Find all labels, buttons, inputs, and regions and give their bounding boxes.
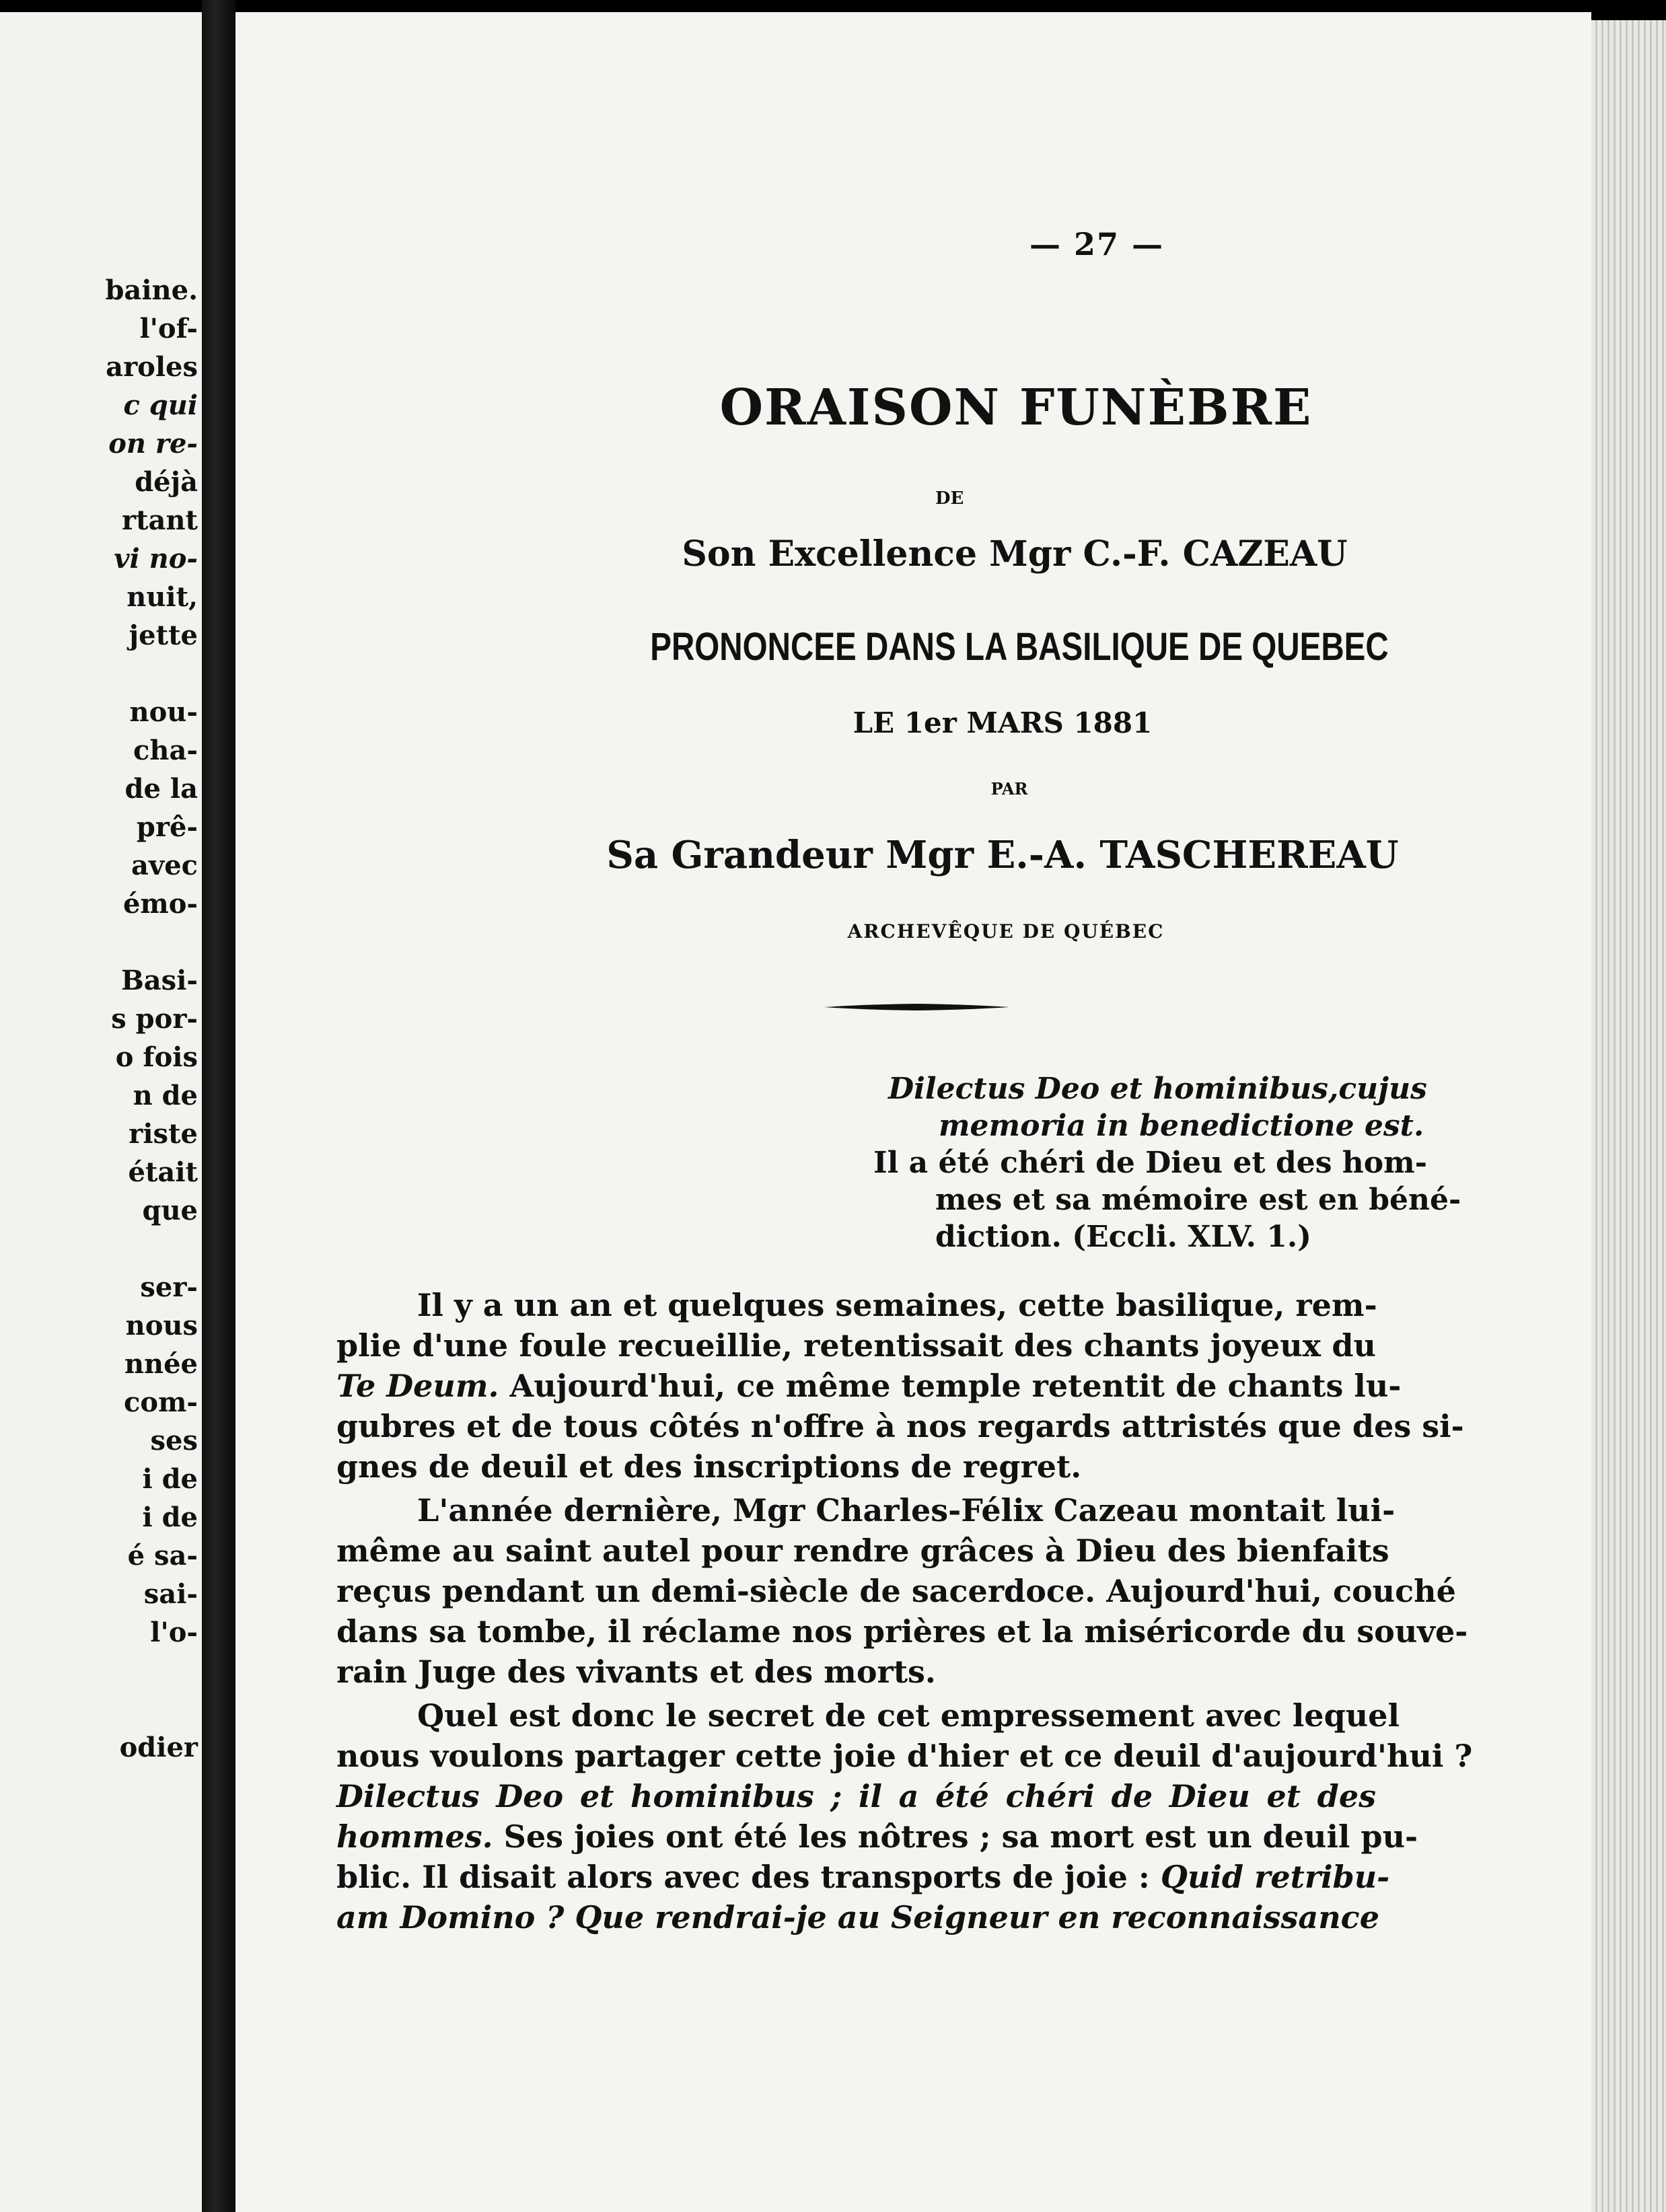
body-line: même au saint autel pour rendre grâces à Dieu des bienfaits: [336, 1533, 1389, 1569]
facing-page-line: l'of-: [139, 313, 198, 344]
body-line: Quel est donc le secret de cet empressement avec lequel: [417, 1697, 1400, 1734]
body-italic-span: Quid retribu-: [1160, 1859, 1390, 1895]
body-line: plie d'une foule recueillie, retentissait des chants joyeux du: [336, 1327, 1376, 1364]
par-label: PAR: [990, 779, 1028, 799]
page-stack-edge: [1591, 20, 1666, 2212]
facing-page-line: on re-: [108, 428, 198, 459]
body-line: L'année dernière, Mgr Charles-Félix Cazeau montait lui-: [417, 1492, 1396, 1528]
body-line: Il y a un an et quelques semaines, cette basilique, rem-: [417, 1287, 1377, 1323]
epigraph-french-2: mes et sa mémoire est en béné-: [935, 1183, 1461, 1217]
facing-page-line: com-: [124, 1387, 198, 1418]
facing-page-line: Basi-: [120, 965, 198, 996]
body-line: [336, 1859, 1390, 1895]
page-stack-shadow: [1591, 0, 1666, 20]
page-number: — 27 —: [1029, 226, 1165, 262]
facing-page-line: cha-: [133, 735, 198, 766]
facing-page-line: c qui: [123, 390, 198, 421]
facing-page-line: i de: [142, 1502, 198, 1533]
facing-page-line: nnée: [124, 1348, 198, 1380]
facing-page-line: prê-: [136, 811, 198, 843]
facing-page-line: o fois: [115, 1041, 198, 1073]
author-name: Sa Grandeur Mgr E.-A. TASCHEREAU: [606, 833, 1399, 877]
facing-page-line: sai-: [143, 1578, 198, 1610]
facing-page-line: vi no-: [114, 543, 198, 575]
body-text-span: blic. Il disait alors avec des transports de joie :: [336, 1859, 1161, 1895]
body-text-span: Ses joies ont été les nôtres ; sa mort est un deuil pu-: [493, 1818, 1418, 1855]
body-italic-span: hommes.: [336, 1818, 493, 1855]
epigraph-french-1: Il a été chéri de Dieu et des hom-: [873, 1146, 1427, 1180]
facing-page-line: rtant: [121, 505, 198, 536]
subject-name: Son Excellence Mgr C.-F. CAZEAU: [682, 533, 1348, 575]
body-line: am Domino ? Que rendrai-je au Seigneur en reconnaissance: [336, 1899, 1379, 1936]
facing-page-line: émo-: [122, 888, 198, 920]
body-line: [336, 1368, 1402, 1404]
facing-page-line: jette: [129, 620, 198, 651]
facing-page-line: odier: [119, 1732, 198, 1763]
body-line: rain Juge des vivants et des morts.: [336, 1654, 936, 1690]
facing-page-line: avec: [131, 850, 198, 881]
epigraph-latin-1: Dilectus Deo et hominibus,cujus: [888, 1072, 1427, 1106]
author-title: ARCHEVÊQUE DE QUÉBEC: [847, 920, 1165, 943]
facing-page-fragment: [0, 12, 202, 2212]
date-line: LE 1er MARS 1881: [853, 706, 1153, 739]
document-title: ORAISON FUNÈBRE: [719, 379, 1313, 437]
facing-page-line: ses: [150, 1425, 198, 1457]
body-italic-span: Te Deum.: [336, 1368, 499, 1404]
facing-page-line: que: [142, 1195, 198, 1226]
body-line: dans sa tombe, il réclame nos prières et la miséricorde du souve-: [336, 1613, 1468, 1650]
body-line: [336, 1818, 1418, 1855]
facing-page-line: nuit,: [126, 581, 198, 613]
facing-page-line: nous: [125, 1310, 198, 1341]
epigraph-latin-2: memoria in benedictione est.: [939, 1109, 1424, 1143]
book-gutter: [202, 0, 236, 2212]
facing-page-line: nou-: [129, 696, 198, 728]
facing-page-line: é sa-: [127, 1540, 198, 1572]
place-line: PRONONCEE DANS LA BASILIQUE DE QUEBEC: [650, 625, 1389, 669]
facing-page-line: l'o-: [150, 1617, 198, 1648]
body-line: gubres et de tous côtés n'offre à nos regards attristés que des si-: [336, 1408, 1464, 1444]
facing-page-line: n de: [133, 1080, 198, 1111]
body-line: nous voulons partager cette joie d'hier et ce deuil d'aujourd'hui ?: [336, 1738, 1473, 1774]
facing-page-line: baine.: [105, 274, 198, 306]
body-line: reçus pendant un demi-siècle de sacerdoce. Aujourd'hui, couché: [336, 1573, 1456, 1609]
body-line: Dilectus Deo et hominibus ; il a été chéri de Dieu et des: [336, 1778, 1376, 1814]
facing-page-line: ser-: [140, 1271, 198, 1303]
facing-page-line: de la: [124, 773, 198, 805]
facing-page-line: était: [128, 1156, 198, 1188]
facing-page-line: i de: [142, 1463, 198, 1495]
ornament-rule: [824, 1002, 1009, 1012]
title-de: DE: [935, 488, 964, 509]
body-line: gnes de deuil et des inscriptions de regret.: [336, 1448, 1082, 1485]
body-text-span: Aujourd'hui, ce même temple retentit de chants lu-: [499, 1368, 1402, 1404]
epigraph-french-3: diction. (Eccli. XLV. 1.): [935, 1220, 1311, 1254]
facing-page-line: s por-: [111, 1003, 198, 1035]
facing-page-line: riste: [129, 1118, 198, 1150]
facing-page-line: aroles: [106, 351, 198, 383]
page: [236, 12, 1591, 2212]
facing-page-line: déjà: [135, 466, 198, 498]
